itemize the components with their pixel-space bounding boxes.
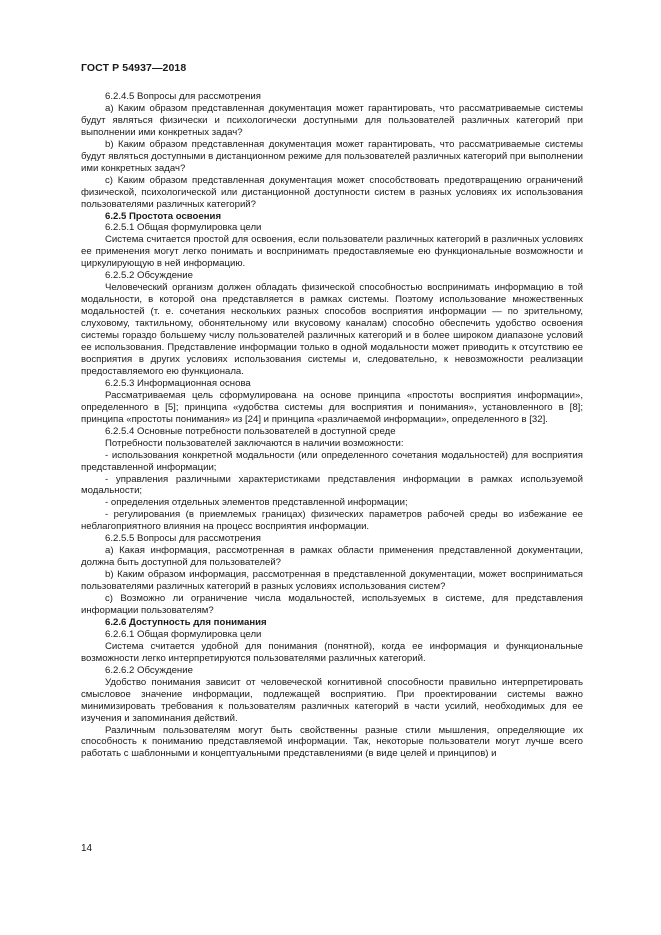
paragraph: Различным пользователям могут быть свойственны разные стили мышления, определяющие их способность к пониманию представляемой информации. Так, некоторые пользователи могут лучше всего работать с шаблонными и концептуальными представлениями (в виде целей и принципов) и <box>81 724 583 760</box>
paragraph: c) Возможно ли ограничение числа модальностей, используемых в системе, для представления информации пользователям? <box>81 593 583 616</box>
paragraph: 6.2.5.2 Обсуждение <box>105 270 193 282</box>
section-heading: 6.2.5 Простота освоения <box>105 210 222 222</box>
paragraph: b) Каким образом представленная документация может гарантировать, что рассматриваемые системы будут являться доступными в дистанционном режиме для пользователей различных категорий при выполнении ими конкретных задач? <box>81 138 583 174</box>
list-item: - регулирования (в приемлемых границах) физических параметров рабочей среды во избежание ее неблагоприятного влияния на процесс восприятия информации. <box>81 509 583 533</box>
paragraph: Удобство понимания зависит от человеческой когнитивной способности правильно интерпретировать смысловое значение информации, подлежащей восприятию. При проектировании системы важно минимизировать требования к пользователям различных категорий в части усилий, необходимых для ее изучения и запоминания действий. <box>81 676 583 724</box>
paragraph: Система считается простой для освоения, если пользователи различных категорий в различных условиях ее применения могут легко понимать и воспринимать предоставляемые ею функциональные возможности и циркулирующую в ней информацию. <box>81 234 583 270</box>
list-item: - определения отдельных элементов представленной информации; <box>105 497 408 509</box>
paragraph: 6.2.5.5 Вопросы для рассмотрения <box>105 533 261 545</box>
paragraph: c) Каким образом представленная документация может способствовать предотвращению ограничений физической, психологической или дистанционной доступности систем в разных условиях их использования пользователями различных категорий? <box>81 174 583 210</box>
paragraph: 6.2.5.1 Общая формулировка цели <box>105 222 262 234</box>
paragraph: Человеческий организм должен обладать физической способностью воспринимать информацию в той модальности, в которой она представляется в рамках системы. Поэтому использование множественных модальностей (т. е. сочетания нескольких разных способов восприятия информации — по зрительному, слуховому, тактильному, обонятельному или вкусовому каналам) способно обеспечить удобство освоения системы гораздо большему числу пользователей различных категорий и в более широком диапазоне условий ее использования. Представление информации только в одной модальности может приводить к отсутствию ее восприятия в других условиях использования системы и, следовательно, к невозможности реализации предоставляемого ею функционала. <box>81 282 583 377</box>
document-body <box>81 91 583 760</box>
paragraph: 6.2.6.1 Общая формулировка цели <box>105 628 262 640</box>
page-number: 14 <box>81 843 93 854</box>
list-item: - использования конкретной модальности (или определенного сочетания модальностей) для восприятия представленной информации; <box>81 449 583 473</box>
paragraph: b) Каким образом информация, рассмотренная в представленной документации, может восприниматься пользователями различных категорий в разных условиях использования систем? <box>81 569 583 593</box>
paragraph: a) Какая информация, рассмотренная в рамках области применения представленной документации, должна быть доступной для пользователей? <box>81 545 583 569</box>
section-heading: 6.2.6 Доступность для понимания <box>105 616 267 628</box>
paragraph: 6.2.4.5 Вопросы для рассмотрения <box>105 91 261 102</box>
document-code: ГОСТ Р 54937—2018 <box>81 62 187 74</box>
paragraph: 6.2.5.3 Информационная основа <box>105 377 251 389</box>
paragraph: a) Каким образом представленная документация может гарантировать, что рассматриваемые системы будут являться физически и психологически доступными для пользователей различных категорий при выполнении ими конкретных задач? <box>81 102 583 138</box>
paragraph: Рассматриваемая цель сформулирована на основе принципа «простоты восприятия информации», определенного в [5]; принципа «удобства системы для восприятия и понимания», установленного в [8]; принципа «простоты понимания» из [24] и принципа «различаемой информации», определенного в [32]. <box>81 389 583 425</box>
paragraph: Потребности пользователей заключаются в наличии возможности: <box>105 437 404 449</box>
paragraph: Система считается удобной для понимания (понятной), когда ее информация и функциональные возможности легко интерпретируются пользователями различных категорий. <box>81 640 583 664</box>
paragraph: 6.2.6.2 Обсуждение <box>105 664 193 676</box>
paragraph: 6.2.5.4 Основные потребности пользователей в доступной среде <box>105 425 396 437</box>
list-item: - управления различными характеристиками представления информации в рамках используемой модальности; <box>81 473 583 497</box>
